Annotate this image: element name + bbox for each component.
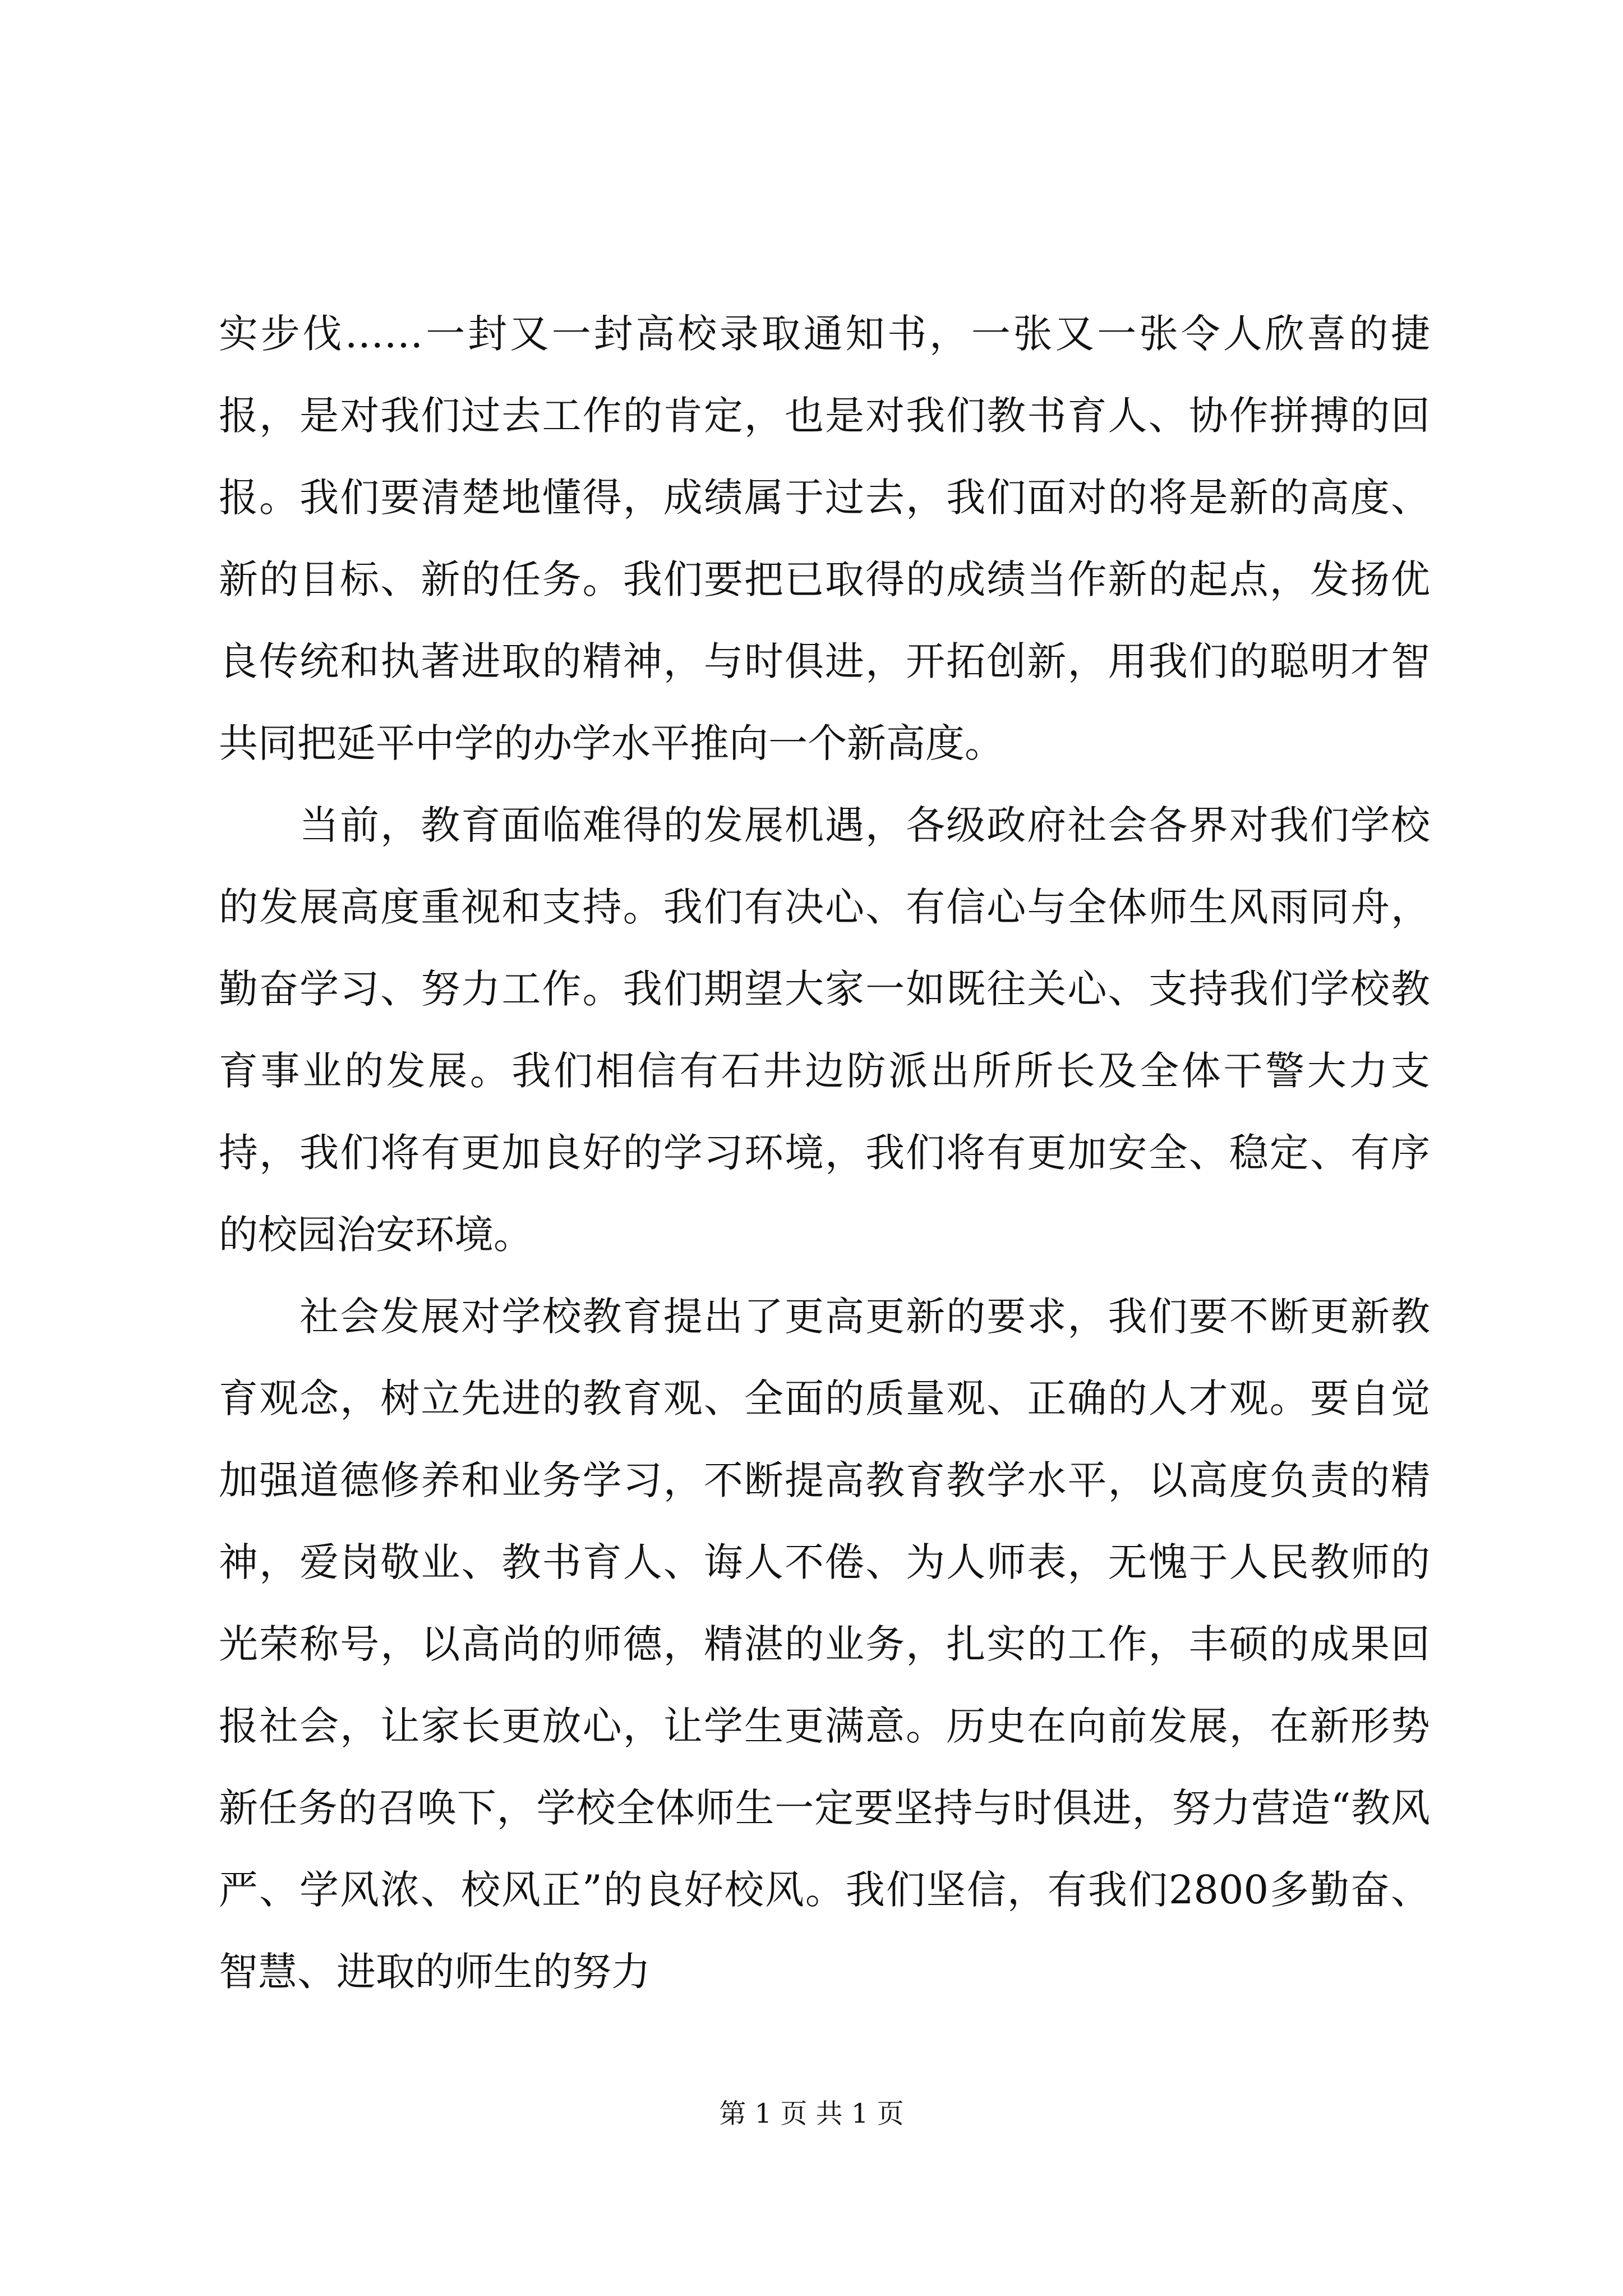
paragraph-social-development: 社会发展对学校教育提出了更高更新的要求，我们要不断更新教育观念，树立先进的教育观、全面的质量观、正确的人才观。要自觉加强道德修养和业务学习，不断提高教育教学水平，以高度负责的精神，爱岗敬业、教书育人、诲人不倦、为人师表，无愧于人民教师的光荣称号，以高尚的师德，精湛的业务，扎实的工作，丰硕的成果回报社会，让家长更放心，让学生更满意。历史在向前发展，在新形势新任务的召唤下，学校全体师生一定要坚持与时俱进，努力营造“教风严、学风浓、校风正”的良好校风。我们坚信，有我们2800多勤奋、智慧、进取的师生的努力 [219, 1294, 1430, 1995]
document-body [219, 293, 1430, 2013]
page-footer: 第 1 页 共 1 页 [719, 2098, 904, 2129]
paragraph-education-opportunity: 当前，教育面临难得的发展机遇，各级政府社会各界对我们学校的发展高度重视和支持。我们有决心、有信心与全体师生风雨同舟，勤奋学习、努力工作。我们期望大家一如既往关心、支持我们学校教育事业的发展。我们相信有石井边防派出所所长及全体干警大力支持，我们将有更加良好的学习环境，我们将有更加安全、稳定、有序的校园治安环境。 [219, 802, 1430, 1258]
paragraph-continuation: 实步伐……一封又一封高校录取通知书，一张又一张令人欣喜的捷报，是对我们过去工作的肯定，也是对我们教书育人、协作拼搏的回报。我们要清楚地懂得，成绩属于过去，我们面对的将是新的高度、新的目标、新的任务。我们要把已取得的成绩当作新的起点，发扬优良传统和执著进取的精神，与时俱进，开拓创新，用我们的聪明才智共同把延平中学的办学水平推向一个新高度。 [219, 311, 1430, 766]
